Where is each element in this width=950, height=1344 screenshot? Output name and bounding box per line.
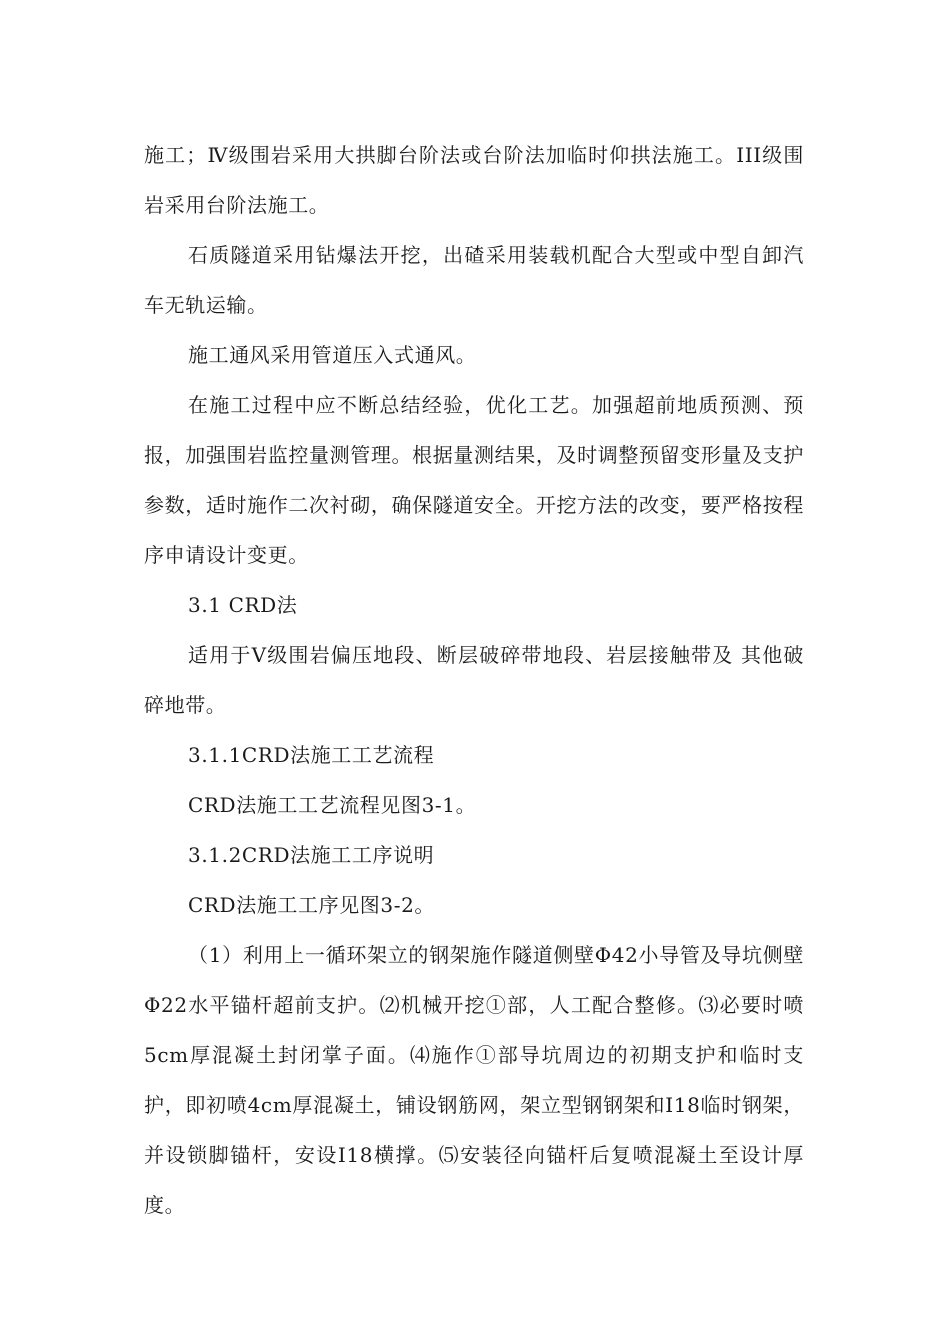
section-heading-3-1-1: 3.1.1CRD法施工工艺流程 [188, 743, 435, 767]
paragraph-ventilation: 施工通风采用管道压入式通风。 [188, 343, 477, 367]
paragraph-procedure-steps: （1）利用上一循环架立的钢架施作隧道侧壁Φ42小导管及导坑侧壁Φ22水平锚杆超前支护。⑵机械开挖①部，人工配合整修。⑶必要时喷5cm厚混凝土封闭掌子面。⑷施作①部导坑周边的初期支护和临时支护，即初喷4cm厚混凝土，铺设钢筋网，架立型钢钢架和I18临时钢架，并设锁脚锚杆，安设I18横撑。⑸安装径向锚杆后复喷混凝土至设计厚度。 [144, 943, 804, 1217]
document-body [144, 130, 804, 1230]
paragraph-flow-reference: CRD法施工工艺流程见图3-1。 [188, 793, 477, 817]
paragraph-construction-process: 在施工过程中应不断总结经验，优化工艺。加强超前地质预测、预报，加强围岩监控量测管理。根据量测结果，及时调整预留变形量及支护参数，适时施作二次衬砌，确保隧道安全。开挖方法的改变，要严格按程序申请设计变更。 [144, 393, 804, 567]
paragraph-procedure-reference: CRD法施工工序见图3-2。 [188, 893, 436, 917]
paragraph-excavation-method: 石质隧道采用钻爆法开挖，出碴采用装载机配合大型或中型自卸汽车无轨运输。 [144, 243, 804, 317]
paragraph-continuation: 施工；Ⅳ级围岩采用大拱脚台阶法或台阶法加临时仰拱法施工。III级围岩采用台阶法施工。 [144, 143, 804, 217]
section-heading-3-1-2: 3.1.2CRD法施工工序说明 [188, 843, 435, 867]
paragraph-applicability: 适用于Ⅴ级围岩偏压地段、断层破碎带地段、岩层接触带及 其他破碎地带。 [144, 643, 804, 717]
section-heading-3-1: 3.1 CRD法 [188, 593, 298, 617]
